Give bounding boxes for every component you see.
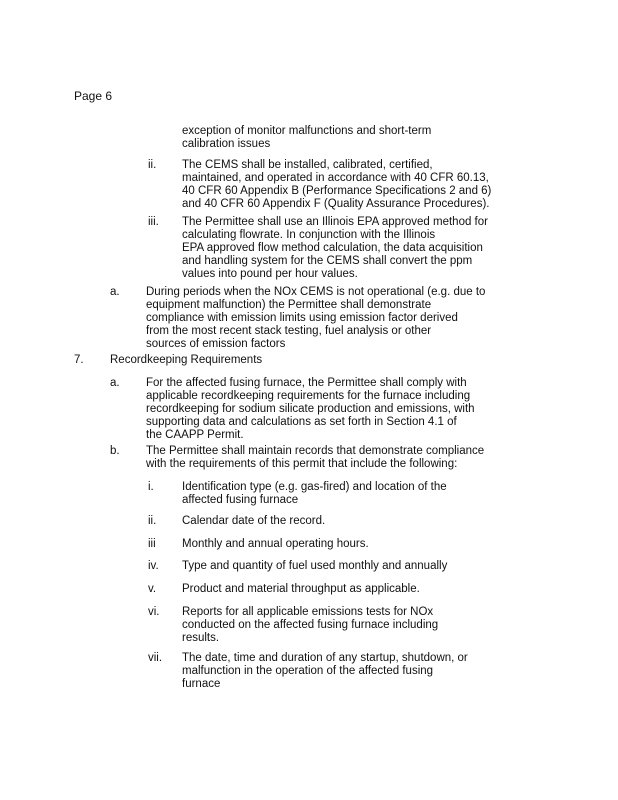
section-number: 7. bbox=[74, 354, 84, 366]
text-line: For the affected fusing furnace, the Permittee shall comply with bbox=[146, 377, 467, 389]
list-item-text bbox=[146, 377, 475, 442]
list-item-text bbox=[182, 652, 468, 691]
list-item-text bbox=[182, 606, 438, 645]
text-line: 40 CFR 60 Appendix B (Performance Specifications 2 and 6) bbox=[182, 185, 492, 197]
text-line: Type and quantity of fuel used monthly and annually bbox=[182, 560, 448, 572]
list-marker: ii. bbox=[148, 159, 157, 171]
list-marker: i. bbox=[148, 481, 154, 493]
list-marker: a. bbox=[110, 286, 120, 298]
list-item-text bbox=[146, 445, 484, 471]
list-item-text bbox=[182, 216, 488, 281]
text-line: Product and material throughput as applicable. bbox=[182, 583, 420, 595]
text-line: During periods when the NOx CEMS is not operational (e.g. due to bbox=[146, 286, 486, 298]
text-line: malfunction in the operation of the affected fusing bbox=[182, 665, 434, 677]
text-line: The CEMS shall be installed, calibrated, certified, bbox=[182, 159, 433, 171]
text-line: The Permittee shall maintain records that demonstrate compliance bbox=[146, 445, 485, 457]
text-line: exception of monitor malfunctions and short-term bbox=[182, 125, 432, 137]
text-line: furnace bbox=[182, 678, 221, 690]
list-item-text bbox=[182, 538, 369, 551]
text-line: sources of emission factors bbox=[146, 338, 286, 350]
section-title bbox=[110, 354, 262, 367]
text-line: and handling system for the CEMS shall convert the ppm bbox=[182, 255, 473, 267]
list-marker: a. bbox=[110, 377, 120, 389]
list-item-text bbox=[182, 159, 491, 211]
page-header: Page 6 bbox=[74, 89, 113, 103]
text-line: EPA approved flow method calculation, the data acquisition bbox=[182, 242, 483, 254]
list-marker: vi. bbox=[148, 606, 160, 618]
text-line: applicable recordkeeping requirements for the furnace including bbox=[146, 390, 471, 402]
text-line: Recordkeeping Requirements bbox=[110, 354, 263, 366]
text-line: equipment malfunction) the Permittee shall demonstrate bbox=[146, 299, 432, 311]
text-line: maintained, and operated in accordance with 40 CFR 60.13, bbox=[182, 172, 489, 184]
text-line: results. bbox=[182, 632, 220, 644]
continuation-paragraph bbox=[182, 125, 431, 151]
text-line: The Permittee shall use an Illinois EPA approved method for bbox=[182, 216, 488, 228]
list-item-text bbox=[182, 583, 420, 596]
list-marker: iii. bbox=[148, 216, 159, 228]
text-line: with the requirements of this permit that include the following: bbox=[146, 458, 458, 470]
text-line: compliance with emission limits using emission factor derived bbox=[146, 312, 458, 324]
text-line: affected fusing furnace bbox=[182, 494, 299, 506]
list-marker: iii bbox=[148, 538, 156, 550]
text-line: The date, time and duration of any startup, shutdown, or bbox=[182, 652, 468, 664]
text-line: Calendar date of the record. bbox=[182, 515, 326, 527]
text-line: recordkeeping for sodium silicate production and emissions, with bbox=[146, 403, 475, 415]
list-item-text bbox=[182, 560, 447, 573]
text-line: from the most recent stack testing, fuel analysis or other bbox=[146, 325, 432, 337]
list-marker: v. bbox=[148, 583, 157, 595]
text-line: calibration issues bbox=[182, 138, 271, 150]
text-line: the CAAPP Permit. bbox=[146, 429, 244, 441]
list-marker: b. bbox=[110, 445, 120, 457]
text-line: supporting data and calculations as set forth in Section 4.1 of bbox=[146, 416, 457, 428]
list-item-text bbox=[146, 286, 485, 351]
text-line: Reports for all applicable emissions tests for NOx bbox=[182, 606, 434, 618]
text-line: values into pound per hour values. bbox=[182, 268, 358, 280]
list-item-text bbox=[182, 515, 325, 528]
text-line: Monthly and annual operating hours. bbox=[182, 538, 369, 550]
text-line: and 40 CFR 60 Appendix F (Quality Assurance Procedures). bbox=[182, 198, 490, 210]
text-line: calculating flowrate. In conjunction with the Illinois bbox=[182, 229, 436, 241]
list-marker: iv. bbox=[148, 560, 159, 572]
list-marker: ii. bbox=[148, 515, 157, 527]
list-item-text bbox=[182, 481, 447, 507]
text-line: conducted on the affected fusing furnace including bbox=[182, 619, 439, 631]
text-line: Identification type (e.g. gas-fired) and location of the bbox=[182, 481, 447, 493]
list-marker: vii. bbox=[148, 652, 163, 664]
